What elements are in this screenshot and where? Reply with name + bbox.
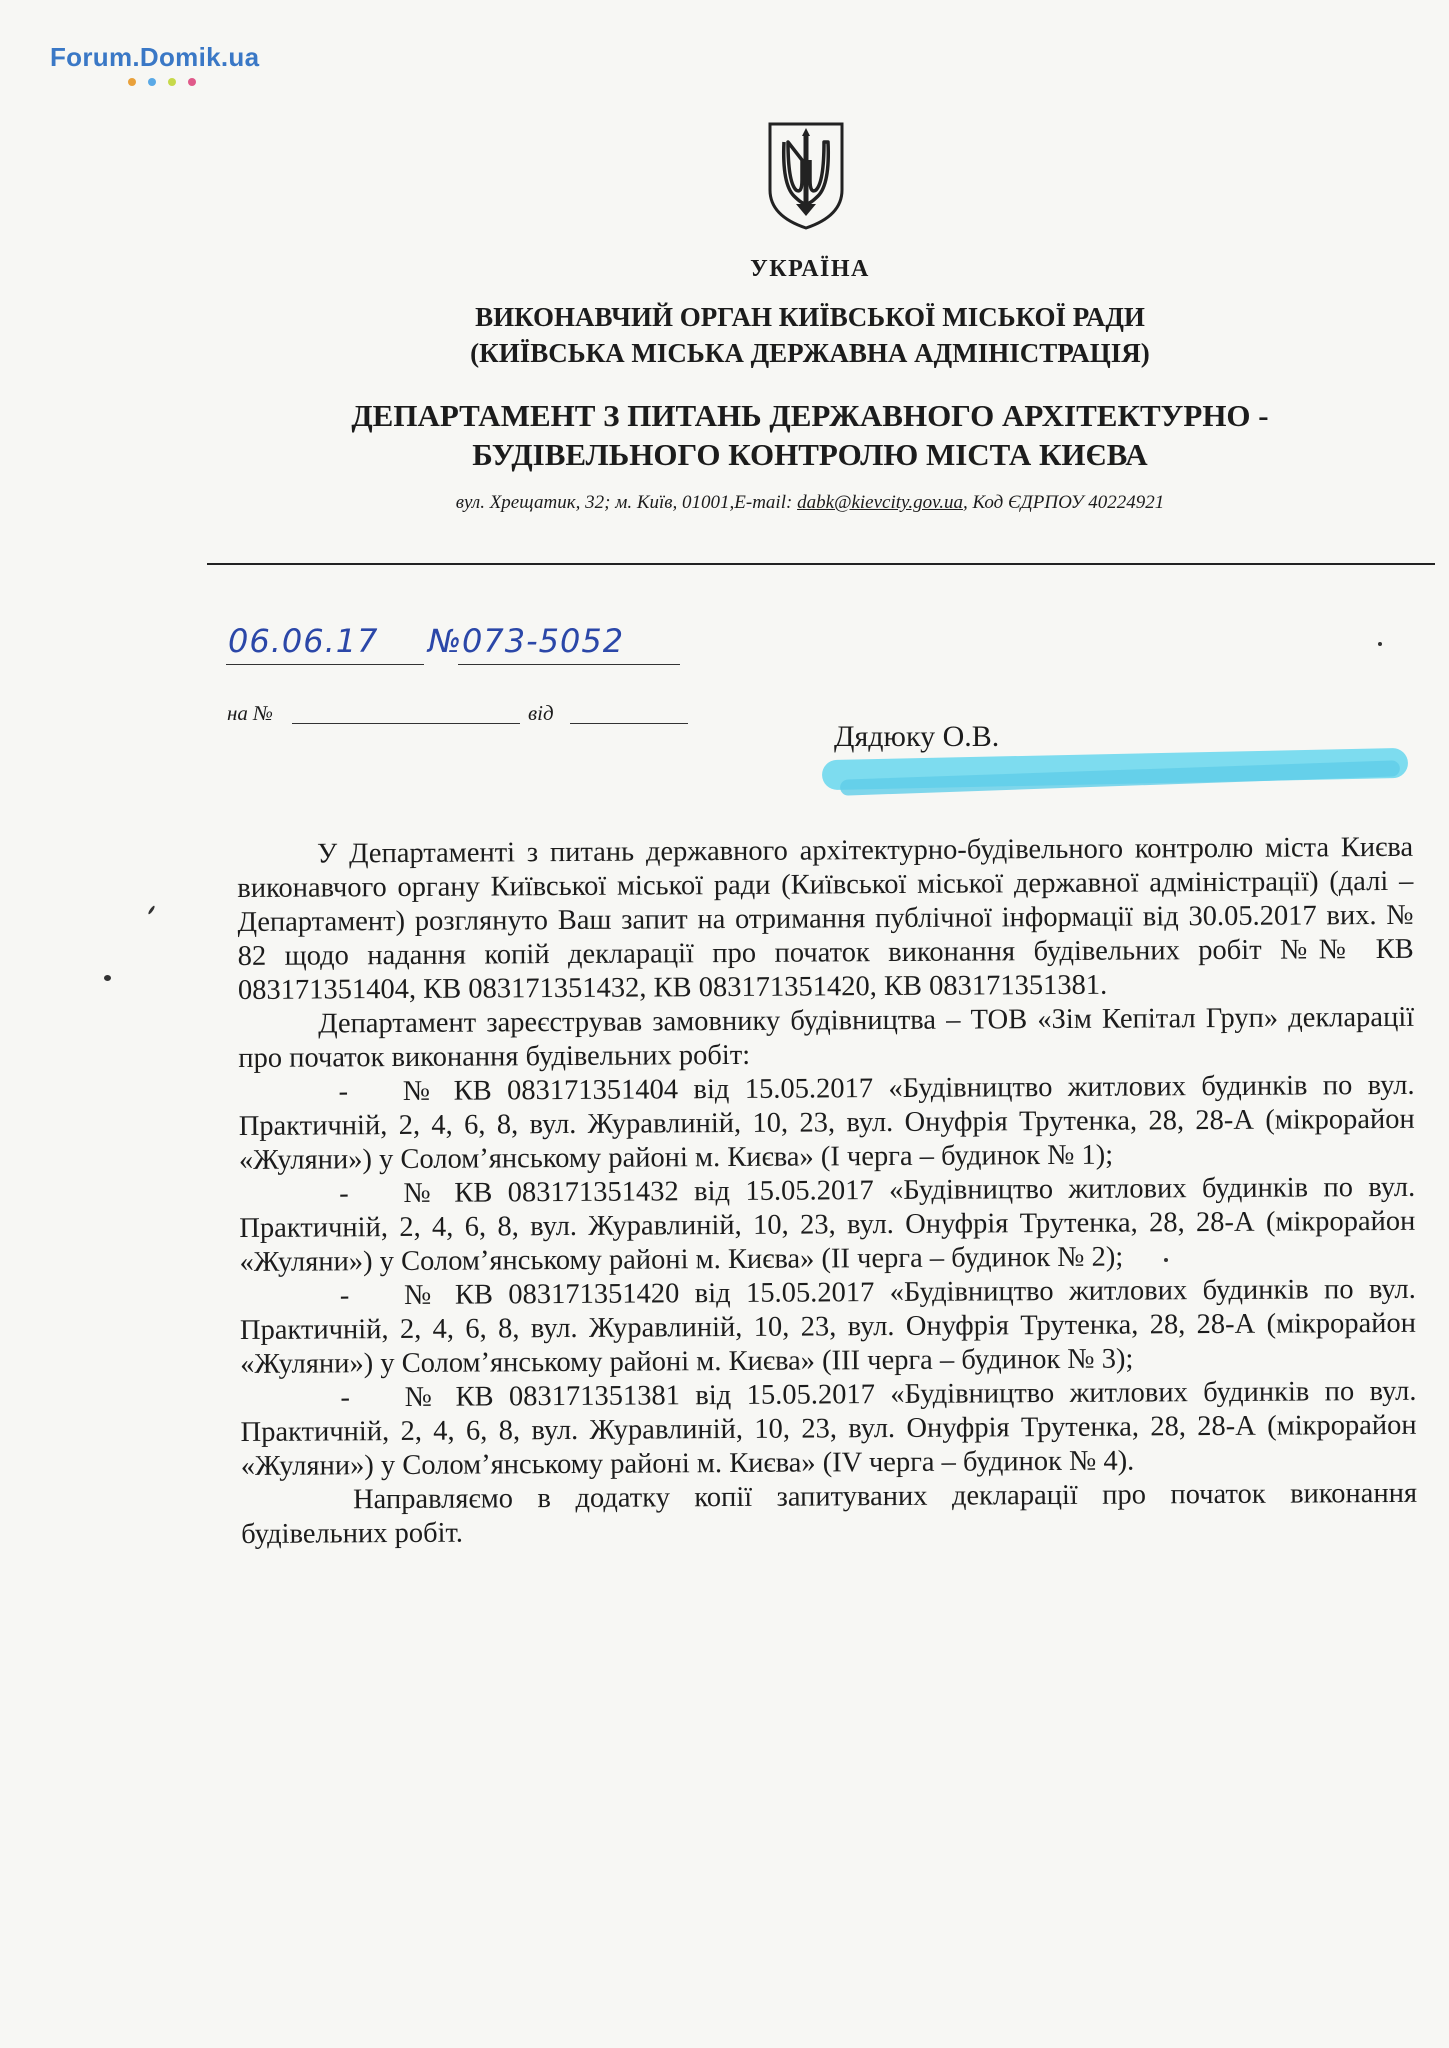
outgoing-number: 073-5052: [462, 622, 625, 660]
declaration-text: № КВ 083171351381 від 15.05.2017 «Будівництво житлових будинків по вул. Практичній, 2, 4, 6, 8, вул. Журавлиній, 10, 23, вул. Онуфрія Трутенка, 28, 28-А (мікрорайон «Жуляни») у Солом’янському районі м. Києва» (IV черга – будинок № 4).: [240, 1375, 1417, 1482]
scan-speck: [104, 975, 111, 981]
outgoing-number-label: №: [428, 622, 463, 660]
body-paragraph: У Департаменті з питань державного архітектурно-будівельного контролю міста Києва виконавчого органу Київської міської ради (Київської міської державної адміністрації) (далі – Департамент) розглянуто Ваш запит на отримання публічної інформації від 30.05.2017 вих. № 82 щодо надання копій декларації про початок виконання будівельних робіт №№ КВ 083171351404, КВ 083171351432, КВ 083171351420, КВ 083171351381.: [237, 831, 1414, 1006]
reference-number-field: [292, 723, 520, 724]
number-underline: [458, 664, 680, 665]
letter-body: [237, 831, 1417, 1552]
trident-coat-of-arms-icon: [766, 120, 846, 232]
reference-date-label: від: [528, 701, 554, 725]
edrpou-code: , Код ЄДРПОУ 40224921: [962, 492, 1165, 513]
header-divider: [207, 563, 1435, 565]
declaration-item: [238, 1069, 1415, 1178]
watermark-dot: [128, 78, 136, 86]
country-title: УКРАЇНА: [750, 256, 870, 282]
declaration-item: [239, 1171, 1416, 1280]
addressee-name: Дядюку О.В.: [834, 720, 1000, 753]
body-paragraph: Направляємо в додатку копії запитуваних декларації про початок виконання будівельних робіт.: [241, 1477, 1418, 1550]
org-title-line1: ВИКОНАВЧИЙ ОРГАН КИЇВСЬКОЇ МІСЬКОЇ РАДИ: [475, 302, 1145, 332]
department-title-line1: ДЕПАРТАМЕНТ З ПИТАНЬ ДЕРЖАВНОГО АРХІТЕКТУРНО -: [351, 398, 1269, 433]
scan-speck: [1378, 642, 1382, 646]
watermark-logo: Forum.Domik.ua: [50, 42, 260, 72]
watermark-dot: [168, 78, 176, 86]
scan-speck: [147, 905, 155, 915]
department-address: [0, 492, 1449, 514]
watermark-dots: [128, 78, 196, 86]
watermark-dot: [148, 78, 156, 86]
item-dash: -: [338, 1076, 349, 1108]
outgoing-date: 06.06.17: [228, 622, 379, 660]
date-underline: [226, 664, 424, 665]
item-dash: -: [339, 1280, 350, 1312]
email-link[interactable]: dabk@kievcity.gov.ua: [797, 492, 963, 513]
org-title-line2: (КИЇВСЬКА МІСЬКА ДЕРЖАВНА АДМІНІСТРАЦІЯ): [470, 338, 1150, 368]
item-dash: -: [340, 1382, 351, 1414]
reference-number-label: на №: [227, 701, 273, 725]
address-text: вул. Хрещатик, 32; м. Київ, 01001,E-mail:: [455, 492, 798, 513]
scan-speck: [1164, 1258, 1168, 1262]
reference-date-field: [570, 723, 688, 724]
item-dash: -: [339, 1178, 349, 1210]
body-paragraph: Департамент зареєстрував замовнику будівництва – ТОВ «Зім Кепітал Груп» декларації про початок виконання будівельних робіт:: [238, 1001, 1415, 1074]
watermark-dot: [188, 78, 196, 86]
declaration-item: [240, 1375, 1417, 1484]
declaration-text: № КВ 083171351432 від 15.05.2017 «Будівництво житлових будинків по вул. Практичній, 2, 4, 6, 8, вул. Журавлиній, 10, 23, вул. Онуфрія Трутенка, 28, 28-А (мікрорайон «Жуляни») у Солом’янському районі м. Києва» (ІІ черга – будинок № 2);: [239, 1171, 1416, 1278]
declaration-text: № КВ 083171351404 від 15.05.2017 «Будівництво житлових будинків по вул. Практичній, 2, 4, 6, 8, вул. Журавлиній, 10, 23, вул. Онуфрія Трутенка, 28, 28-А (мікрорайон «Жуляни») у Солом’янському районі м. Києва» (І черга – будинок № 1);: [238, 1069, 1415, 1176]
declaration-text: № КВ 083171351420 від 15.05.2017 «Будівництво житлових будинків по вул. Практичній, 2, 4, 6, 8, вул. Журавлиній, 10, 23, вул. Онуфрія Трутенка, 28, 28-А (мікрорайон «Жуляни») у Солом’янському районі м. Києва» (ІІІ черга – будинок № 3);: [239, 1273, 1417, 1380]
declaration-item: [240, 1273, 1417, 1382]
department-title-line2: БУДІВЕЛЬНОГО КОНТРОЛЮ МІСТА КИЄВА: [472, 437, 1148, 472]
